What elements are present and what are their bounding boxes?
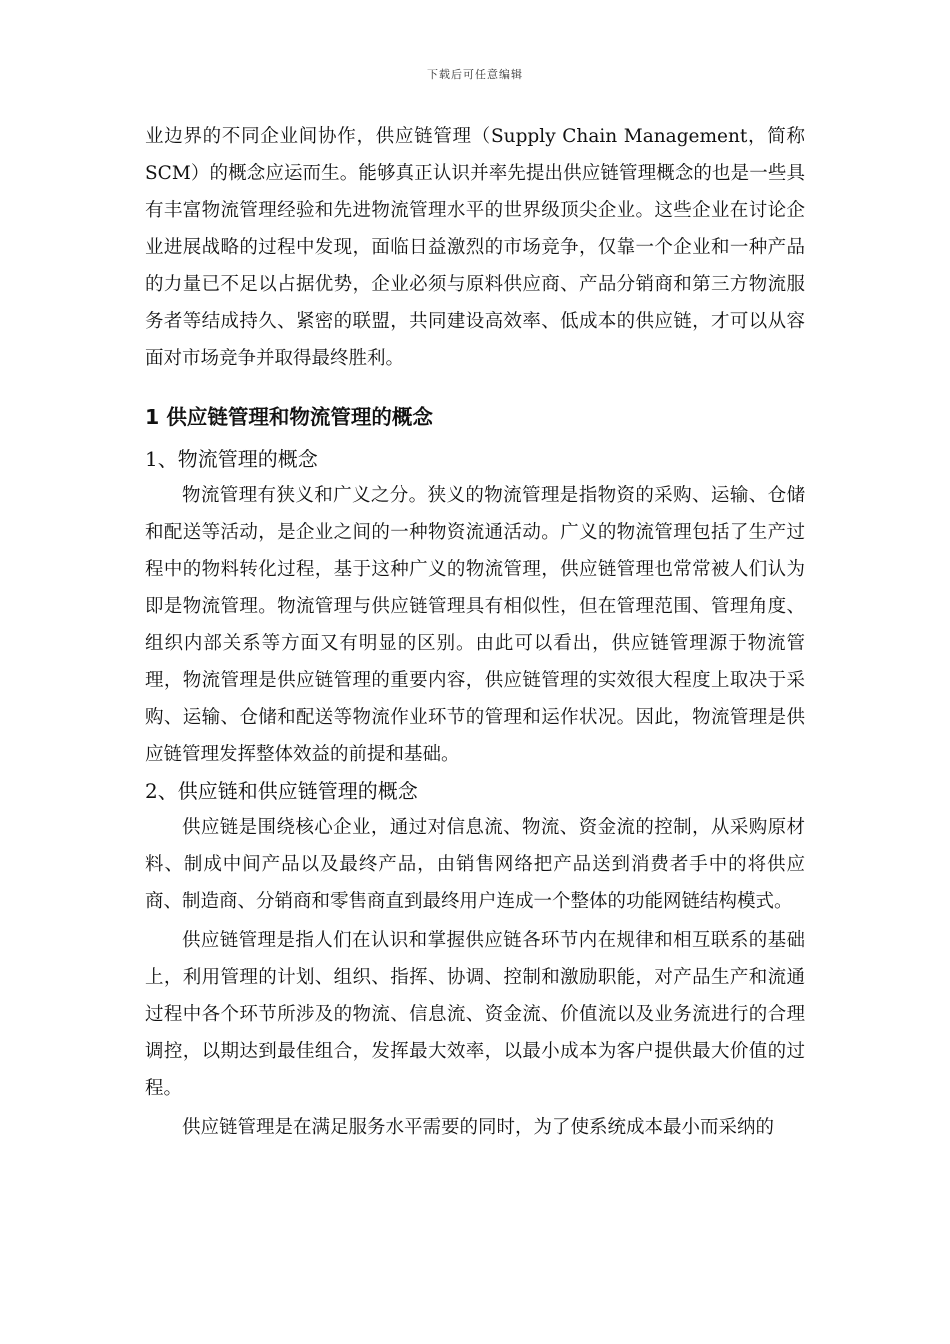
page-header: 下载后可任意编辑 — [427, 68, 523, 81]
supply-chain-paragraph-1: 供应链是围绕核心企业，通过对信息流、物流、资金流的控制，从采购原材料、制成中间产品以及最终产品，由销售网络把产品送到消费者手中的将供应商、制造商、分销商和零售商直到最终用户连成一个整体的功能网链结构模式。 — [145, 817, 805, 912]
intro-paragraph: 业边界的不同企业间协作，供应链管理（Supply Chain Management，简称SCM）的概念应运而生。能够真正认识并率先提出供应链管理概念的也是一些具有丰富物流管理经验和先进物流管理水平的世界级顶尖企业。这些企业在讨论企业进展战略的过程中发现，面临日益激烈的市场竞争，仅靠一个企业和一种产品的力量已不足以占据优势，企业必须与原料供应商、产品分销商和第三方物流服务者等结成持久、紧密的联盟，共同建设高效率、低成本的供应链，才可以从容面对市场竞争并取得最终胜利。 — [145, 126, 805, 369]
subsection-title-supply-chain: 2、供应链和供应链管理的概念 — [145, 779, 418, 803]
section-title: 1 供应链管理和物流管理的概念 — [145, 405, 433, 429]
supply-chain-paragraph-2: 供应链管理是指人们在认识和掌握供应链各环节内在规律和相互联系的基础上，利用管理的计划、组织、指挥、协调、控制和激励职能，对产品生产和流通过程中各个环节所涉及的物流、信息流、资金流、价值流以及业务流进行的合理调控，以期达到最佳组合，发挥最大效率，以最小成本为客户提供最大价值的过程。 — [145, 930, 805, 1099]
logistics-paragraph: 物流管理有狭义和广义之分。狭义的物流管理是指物资的采购、运输、仓储和配送等活动，是企业之间的一种物资流通活动。广义的物流管理包括了生产过程中的物料转化过程，基于这种广义的物流管理，供应链管理也常常被人们认为即是物流管理。物流管理与供应链管理具有相似性，但在管理范围、管理角度、组织内部关系等方面又有明显的区别。由此可以看出，供应链管理源于物流管理，物流管理是供应链管理的重要内容，供应链管理的实效很大程度上取决于采购、运输、仓储和配送等物流作业环节的管理和运作状况。因此，物流管理是供应链管理发挥整体效益的前提和基础。 — [145, 485, 805, 765]
document-body — [145, 118, 805, 1146]
subsection-title-logistics: 1、物流管理的概念 — [145, 447, 318, 471]
supply-chain-paragraph-3: 供应链管理是在满足服务水平需要的同时，为了使系统成本最小而采纳的 — [182, 1117, 775, 1138]
